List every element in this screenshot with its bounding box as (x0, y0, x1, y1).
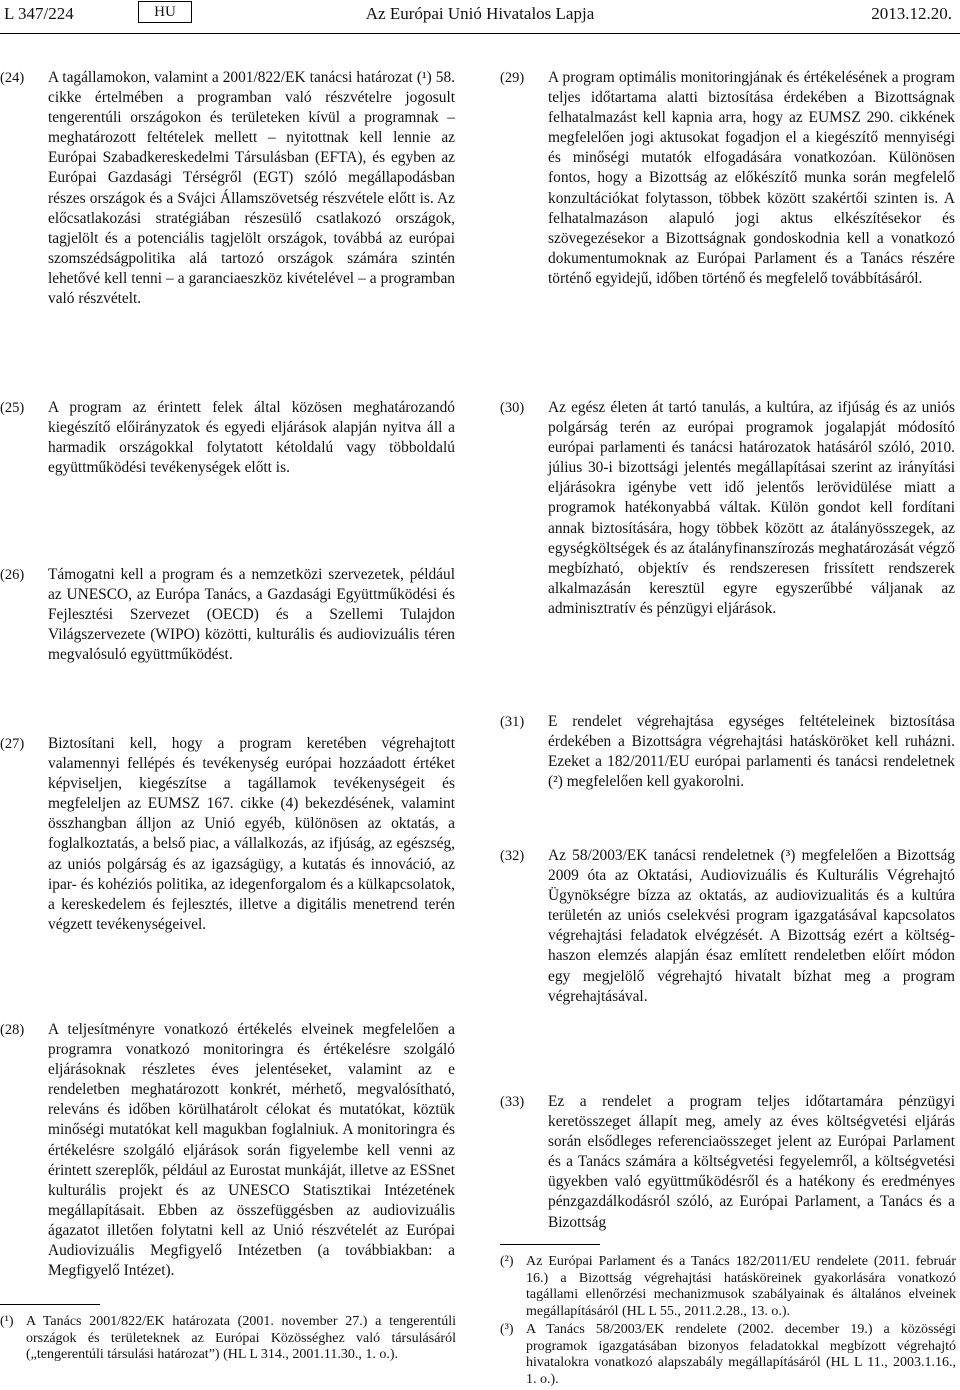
footnote-text: Az Európai Parlament és a Tanács 182/2011/EU rendelete (2011. február 16.) a Bizottság végrehajtási hatásköreinek gyakorlására vonatkozó tagállami ellenőrzési mechanizmusok szabályainak és általános elveinek megállapításáról (HL L 55., 2011.2.28., 13. o.). (526, 1254, 956, 1319)
recital-25 (0, 398, 455, 478)
recital-number: (24) (0, 70, 25, 86)
recital-text: Biztosítani kell, hogy a program keretében végrehajtott valamennyi fellépés és tevékenység európai hozzáadott értéket képviseljen, kiegészítse a tagállamok tevékenységeit és megfeleljen az EUMSZ 167. cikke (4) bekezdésének, valamint összhangban álljon az Unió egyéb, különösen az oktatás, a foglalkoztatás, a belső piac, a vállalkozás, az ifjúság, az egészség, az uniós polgárság és az igazságügy, a kutatás és innováció, az ipar- és kohéziós politika, az idegenforgalom és a külkapcsolatok, a kereskedelem és fejlesztés, illetve a digitális menetrend terén végzett tevékenységeivel. (48, 735, 455, 933)
recital-31 (500, 712, 955, 792)
recital-text: A tagállamokon, valamint a 2001/822/EK tanácsi határozat (¹) 58. cikke értelmében a programban való részvételre jogosult tengerentúli országokon és területeken kívül a programnak – meghatározott feltételek mellett – nyitottnak kell lennie az Európai Szabadkereskedelmi Társulásban (EFTA), és egyben az Európai Gazdasági Térségről (EGT) szóló megállapodásban részes országok és a Svájci Államszövetség részvétele előtt is. Az előcsatlakozási stratégiában részesülő csatlakozó országok, tagjelölt és a potenciális tagjelölt országok, továbbá az európai szomszédságpolitika alá tartozó országok számára szintén lehetővé kell tenni – a garanciaeszköz kivételével – a programban való részvételt. (48, 69, 455, 308)
footnote-2 (500, 1254, 956, 1320)
recital-text: A program az érintett felek által közösen meghatározandó kiegészítő előirányzatok és egyedi eljárások alapján nyitva áll a harmadik országokkal folytatott kétoldalú vagy többoldalú együttműködési tevékenységek előtt is. (48, 399, 455, 477)
footnote-1 (0, 1314, 456, 1364)
recital-number: (32) (500, 848, 525, 864)
recital-text: Támogatni kell a program és a nemzetközi szervezetek, például az UNESCO, az Európa Tanács, a Gazdasági Együttműködési és Fejlesztési Szervezet (OECD) és a Szellemi Tulajdon Világszervezete (WIPO) közötti, kulturális és audiovizuális téren megvalósuló együttműködést. (48, 566, 455, 664)
recital-28 (0, 1020, 455, 1281)
recital-text: Az 58/2003/EK tanácsi rendeletnek (³) megfelelően a Bizottság 2009 óta az Oktatási, Audiovizuális és Kulturális Végrehajtó Ügynökségre bízza az oktatás, az audiovizualitás és a kultúra területén az uniós cselekvési program igazgatásával kapcsolatos végrehajtási feladatok elvégzését. A Bizottság ezért a költség-haszon elemzés alapján ésaz említett rendeletben előírt módon egy megjelölő végrehajtó hivatalt bízhat meg a program végrehajtásával. (548, 847, 955, 1005)
language-badge: HU (138, 1, 192, 23)
recital-number: (27) (0, 736, 25, 752)
recital-text: Ez a rendelet a program teljes időtartamára pénzügyi keretösszeget állapít meg, amely az éves költségvetési eljárás során elsődleges referenciaösszeget jelent az Európai Parlament és a Tanács számára a költségvetési fegyelemről, a költségvetési ügyekben való együttműködésről és a hatékony és eredményes pénzgazdálkodásról szóló, az Európai Parlament, a Tanács és a Bizottság (548, 1093, 955, 1231)
recital-30 (500, 398, 955, 619)
footnote-divider (500, 1244, 600, 1245)
recital-32 (500, 846, 955, 1007)
journal-title: Az Európai Unió Hivatalos Lapja (365, 4, 595, 23)
recital-text: A program optimális monitoringjának és értékelésének a program teljes időtartama alatti biztosítása érdekében a Bizottságnak felhatalmazást kell kapnia arra, hogy az EUMSZ 290. cikkének megfelelően jogi aktusokat fogadjon el a kiegészítő mennyiségi és minőségi mutatók elfogadására vonatkozóan. Különösen fontos, hogy a Bizottság az előkészítő munka során megfelelő konzultációkat folytasson, többek között szakértői szinten is. A felhatalmazáson alapuló jogi aktus elkészítésekor és szövegezésekor a Bizottságnak gondoskodnia kell a vonatkozó dokumentumoknak az Európai Parlament és a Tanács részére történő egyidejű, időben történő és megfelelő továbbításáról. (548, 69, 955, 287)
recital-number: (30) (500, 400, 525, 416)
footnote-number: (³) (500, 1322, 514, 1337)
header-divider (0, 33, 960, 34)
footnote-number: (¹) (0, 1314, 14, 1329)
recital-27 (0, 734, 455, 935)
footnote-text: A Tanács 58/2003/EK rendelete (2002. december 19.) a közösségi programok igazgatásában bizonyos feladatokkal megbízott végrehajtó hivatalokra vonatkozó alapszabály megállapításáról (HL L 11., 2003.1.16., 1. o.). (526, 1322, 956, 1387)
publication-date: 2013.12.20. (871, 4, 952, 23)
page-header (0, 0, 960, 36)
recital-number: (33) (500, 1094, 525, 1110)
recital-29 (500, 68, 955, 289)
recital-text: A teljesítményre vonatkozó értékelés elveinek megfelelően a programra vonatkozó monitoringra és értékelésre szolgáló eljárásoknak részletes éves jelentéseket, valamint az e rendeletben meghatározott konkrét, mérhető, megvalósítható, releváns és időben körülhatárolt célokat és mutatókat, köztük minőségi mutatókat kell magukban foglalniuk. A monitoringra és értékelésre szolgáló eljárások során figyelembe kell venni az érintett szereplők, például az Eurostat munkáját, illetve az ESSnet kulturális projekt és az UNESCO Statisztikai Intézetének megállapításait. Ebben az összefüggésben az audiovizuális ágazatot illetően folytatni kell az Unió részvételét az Európai Audiovizuális Megfigyelő Intézetben (a továbbiakban: a Megfigyelő Intézet). (48, 1021, 455, 1280)
recital-33 (500, 1092, 955, 1233)
recital-text: Az egész életen át tartó tanulás, a kultúra, az ifjúság és az uniós polgárság terén az európai programok jogalapját módosító európai parlamenti és tanácsi határozatok hatásáról szóló, 2010. július 30-i bizottsági jelentés megállapításai szerint az irányítási eljárásokra igénybe vett idő jelentős lerövidülése miatt a programok hatékonyabbá váltak. Külön gondot kell fordítani annak biztosítására, hogy többek között az átalányösszegek, az egységköltségek és az átalányfinanszírozás meghatározását végző megbízható, objektív és rendszeresen frissített rendszerek alkalmazásán keresztül egyre egyszerűbbé váljanak az adminisztratív és pénzügyi eljárások. (548, 399, 955, 617)
recital-number: (26) (0, 567, 25, 583)
recital-text: E rendelet végrehajtása egységes feltételeinek biztosítása érdekében a Bizottságra végrehajtási hatásköröket kell ruházni. Ezeket a 182/2011/EU európai parlamenti és tanácsi rendeletnek (²) megfelelően kell gyakorolni. (548, 713, 955, 791)
footnote-divider (0, 1304, 100, 1305)
recital-number: (25) (0, 400, 25, 416)
recital-number: (29) (500, 70, 525, 86)
recital-26 (0, 565, 455, 665)
recital-number: (28) (0, 1022, 25, 1038)
recital-24 (0, 68, 455, 309)
footnote-text: A Tanács 2001/822/EK határozata (2001. november 27.) a tengerentúli országok és területeknek az Európai Közösséghez való társulásáról („tengerentúli társulási határozat”) (HL L 314., 2001.11.30., 1. o.). (26, 1314, 456, 1362)
page-reference: L 347/224 (4, 4, 74, 23)
recital-number: (31) (500, 714, 525, 730)
footnote-number: (²) (500, 1254, 514, 1269)
footnote-3 (500, 1322, 956, 1388)
